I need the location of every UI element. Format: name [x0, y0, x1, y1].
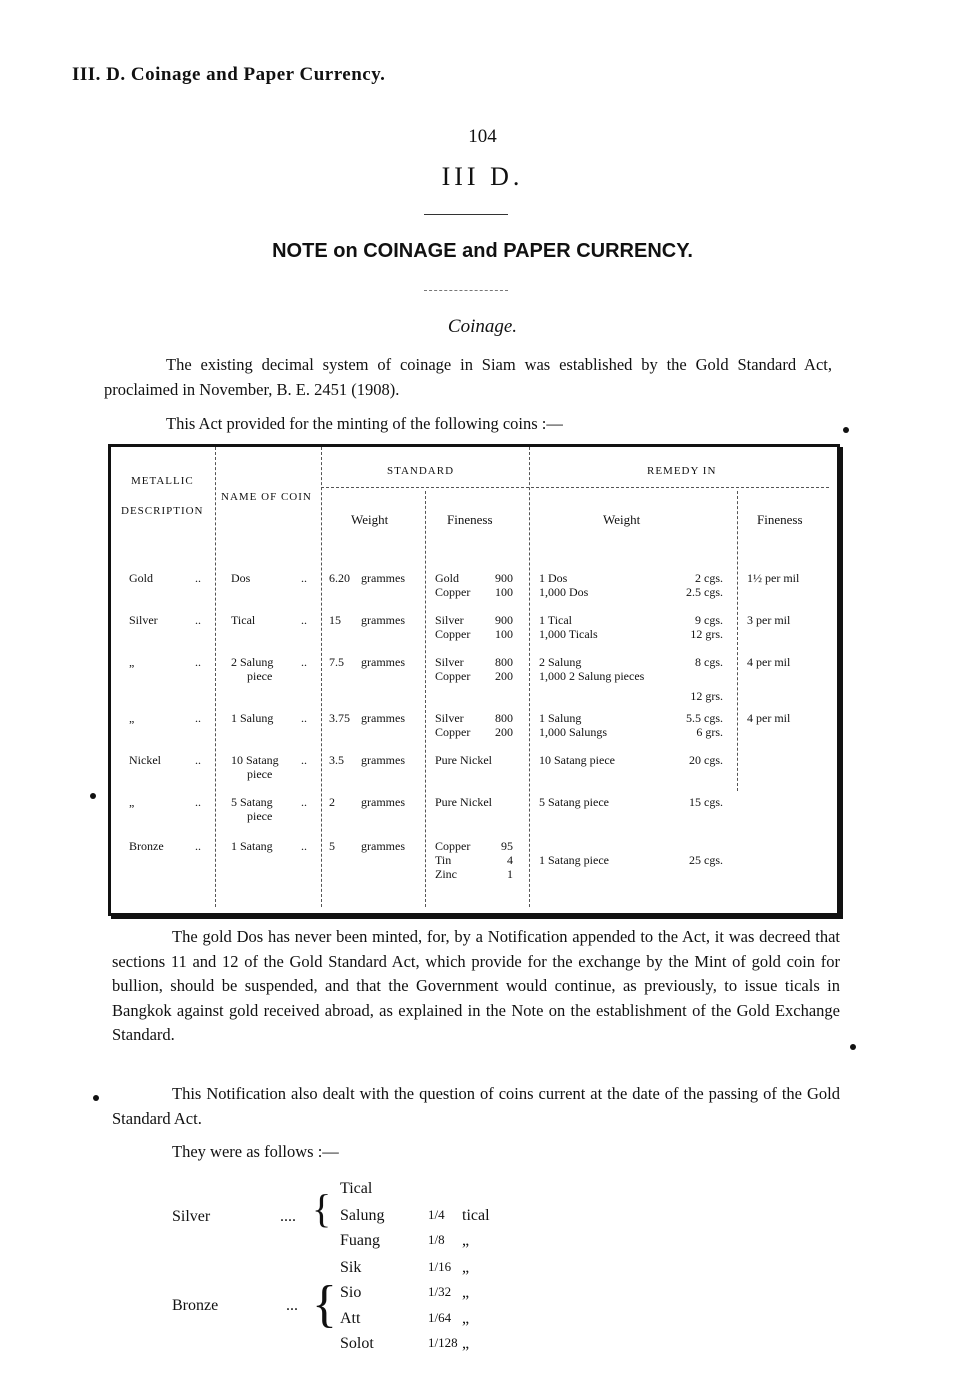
- header-description: DESCRIPTION: [121, 505, 204, 517]
- cell-fineness-value: 95: [501, 839, 513, 853]
- cell-leader: ..: [301, 753, 307, 767]
- cell-remedy-weight: 12 grs.: [690, 627, 723, 641]
- cell-fineness-value: 800: [495, 655, 513, 669]
- silver-brace: {: [312, 1186, 332, 1231]
- cell-leader: ..: [195, 753, 201, 767]
- cell-remedy-fineness: 4 per mil: [747, 655, 791, 669]
- cell-weight: 6.20: [329, 571, 350, 585]
- header-name-of-coin: NAME OF COIN: [221, 491, 312, 503]
- cell-weight: 15: [329, 613, 341, 627]
- cell-coin-name: 5 Satang: [231, 795, 273, 809]
- column-rule: [529, 447, 530, 907]
- cell-leader: ..: [301, 711, 307, 725]
- coin-name: Solot: [340, 1335, 374, 1352]
- coin-value: 1/16: [428, 1259, 452, 1274]
- cell-weight-unit: grammes: [361, 839, 405, 853]
- cell-remedy-fineness: 4 per mil: [747, 711, 791, 725]
- cell-weight: 3.5: [329, 753, 344, 767]
- cell-remedy-weight: 2.5 cgs.: [686, 585, 723, 599]
- cell-remedy-weight: 15 cgs.: [689, 795, 723, 809]
- cell-metal: „: [129, 655, 135, 669]
- cell-metal: „: [129, 711, 135, 725]
- cell-remedy-coin: 1,000 2 Salung pieces: [539, 669, 645, 683]
- cell-fineness-value: 100: [495, 585, 513, 599]
- cell-fineness-value: 4: [507, 853, 513, 867]
- cell-fineness-metal: Silver: [435, 613, 464, 627]
- column-rule: [215, 447, 216, 907]
- cell-leader: ..: [301, 839, 307, 853]
- cell-metal: Nickel: [129, 753, 161, 767]
- coin-value: 1/32: [428, 1284, 452, 1299]
- cell-leader: ..: [301, 571, 307, 585]
- cell-coin-name: 10 Satang: [231, 753, 279, 767]
- cell-remedy-fineness: 1½ per mil: [747, 571, 800, 585]
- cell-metal: Gold: [129, 571, 153, 585]
- coin-name: Salung: [340, 1207, 385, 1224]
- cell-fineness-metal: Copper: [435, 669, 471, 683]
- cell-fineness-metal: Copper: [435, 585, 471, 599]
- coin-unit: „: [462, 1232, 470, 1249]
- cell-weight-unit: grammes: [361, 795, 405, 809]
- header-fineness: Fineness: [447, 512, 493, 527]
- column-rule: [737, 491, 738, 791]
- cell-fineness-metal: Tin: [435, 853, 452, 867]
- coin-unit: „: [462, 1310, 470, 1327]
- label-silver: Silver: [172, 1208, 211, 1225]
- cell-remedy-weight: 5.5 cgs.: [686, 711, 723, 725]
- cell-fineness-metal: Gold: [435, 571, 459, 585]
- cell-leader: ..: [195, 795, 201, 809]
- cell-leader: ..: [195, 839, 201, 853]
- column-rule: [321, 447, 322, 907]
- cell-remedy-weight: 20 cgs.: [689, 753, 723, 767]
- cell-fineness-metal: Pure Nickel: [435, 753, 492, 767]
- cell-remedy-weight: 8 cgs.: [695, 655, 723, 669]
- coin-unit: „: [462, 1259, 470, 1276]
- cell-fineness-metal: Silver: [435, 711, 464, 725]
- speck: [843, 427, 849, 433]
- cell-remedy-coin: 1 Salung: [539, 711, 582, 725]
- paragraph-intro: The existing decimal system of coinage in Siam was established by the Gold Standard Act, proclaimed in November, B. E. 2451 (1908).: [104, 355, 832, 399]
- cell-fineness-metal: Pure Nickel: [435, 795, 492, 809]
- cell-fineness-metal: Copper: [435, 627, 471, 641]
- cell-fineness-value: 200: [495, 725, 513, 739]
- coin-value: 1/128: [428, 1335, 458, 1350]
- cell-remedy-weight: 9 cgs.: [695, 613, 723, 627]
- divider: [424, 214, 508, 215]
- cell-coin-name: 2 Salung: [231, 655, 274, 669]
- cell-coin-name: 1 Satang: [231, 839, 273, 853]
- coin-name: Sik: [340, 1259, 362, 1276]
- cell-leader: ..: [301, 655, 307, 669]
- cell-weight: 5: [329, 839, 335, 853]
- cell-weight-unit: grammes: [361, 571, 405, 585]
- running-header: III. D. Coinage and Paper Currency.: [72, 64, 386, 85]
- cell-weight: 3.75: [329, 711, 350, 725]
- document-title: NOTE on COINAGE and PAPER CURRENCY.: [272, 240, 693, 262]
- cell-remedy-coin: 2 Salung: [539, 655, 582, 669]
- cell-weight: 7.5: [329, 655, 344, 669]
- coin-name: Tical: [340, 1180, 373, 1197]
- cell-remedy-coin: 1 Satang piece: [539, 853, 609, 867]
- cell-leader: ..: [195, 613, 201, 627]
- cell-weight-unit: grammes: [361, 613, 405, 627]
- bronze-brace: {: [312, 1276, 337, 1333]
- cell-metal: Bronze: [129, 839, 164, 853]
- paragraph-follows: They were as follows :—: [172, 1142, 339, 1161]
- cell-fineness-value: 1: [507, 867, 513, 881]
- cell-leader: ..: [195, 711, 201, 725]
- cell-fineness-metal: Silver: [435, 655, 464, 669]
- cell-remedy-fineness: 3 per mil: [747, 613, 791, 627]
- speck: [93, 1095, 99, 1101]
- cell-remedy-coin: 1,000 Ticals: [539, 627, 598, 641]
- coin-unit: „: [462, 1335, 470, 1352]
- cell-remedy-weight: 12 grs.: [690, 689, 723, 703]
- header-rule: [321, 487, 829, 488]
- cell-fineness-metal: Copper: [435, 725, 471, 739]
- cell-weight-unit: grammes: [361, 711, 405, 725]
- coin-name: Fuang: [340, 1232, 380, 1249]
- page-number: 104: [468, 126, 497, 147]
- cell-remedy-coin: 1 Dos: [539, 571, 568, 585]
- cell-fineness-value: 900: [495, 613, 513, 627]
- paragraph-notification: This Notification also dealt with the question of coins current at the date of the passing of the Gold Standard Act.: [112, 1084, 840, 1128]
- section-label: III D.: [441, 162, 524, 191]
- label-bronze: Bronze: [172, 1297, 219, 1314]
- coin-unit: tical: [462, 1207, 490, 1224]
- column-rule: [425, 491, 426, 907]
- paragraph-gold-dos: The gold Dos has never been minted, for, by a Notification appended to the Act, it was decreed that sections 11 and 12 of the Gold Standard Act, which provide for the exchange by the Mint of gold coin for bullion, should be suspended, and that the Government would continue, as previously, to issue ticals in Bangkok against gold received abroad, as explained in the Note on the establishment of the Gold Exchange Standard.: [112, 927, 840, 1044]
- cell-fineness-value: 800: [495, 711, 513, 725]
- coinage-table: [108, 444, 840, 916]
- cell-coin-name-line2: piece: [247, 767, 273, 781]
- cell-leader: ..: [195, 571, 201, 585]
- cell-remedy-weight: 6 grs.: [696, 725, 723, 739]
- cell-coin-name: Dos: [231, 571, 251, 585]
- coin-value: 1/8: [428, 1232, 445, 1247]
- speck: [90, 793, 96, 799]
- header-remedy-in: REMEDY IN: [647, 465, 717, 477]
- cell-coin-name: 1 Salung: [231, 711, 274, 725]
- cell-fineness-value: 900: [495, 571, 513, 585]
- coin-name: Att: [340, 1310, 361, 1327]
- cell-remedy-coin: 1,000 Dos: [539, 585, 589, 599]
- coin-name: Sio: [340, 1284, 362, 1301]
- cell-metal: „: [129, 795, 135, 809]
- cell-remedy-coin: 1 Tical: [539, 613, 573, 627]
- paragraph-act: This Act provided for the minting of the following coins :—: [166, 414, 563, 433]
- cell-fineness-metal: Copper: [435, 839, 471, 853]
- header-remedy-weight: Weight: [603, 512, 641, 527]
- cell-fineness-metal: Zinc: [435, 867, 457, 881]
- cell-remedy-weight: 25 cgs.: [689, 853, 723, 867]
- leader-dots: ...: [286, 1297, 298, 1314]
- leader-dots: ....: [280, 1208, 296, 1225]
- cell-leader: ..: [195, 655, 201, 669]
- cell-metal: Silver: [129, 613, 158, 627]
- subheading: Coinage.: [447, 316, 518, 337]
- cell-remedy-weight: 2 cgs.: [695, 571, 723, 585]
- header-metallic: METALLIC: [131, 475, 194, 487]
- cell-remedy-coin: 5 Satang piece: [539, 795, 609, 809]
- cell-remedy-coin: 10 Satang piece: [539, 753, 615, 767]
- cell-leader: ..: [301, 613, 307, 627]
- cell-coin-name-line2: piece: [247, 809, 273, 823]
- header-standard: STANDARD: [387, 465, 455, 477]
- coin-unit: „: [462, 1284, 470, 1301]
- cell-leader: ..: [301, 795, 307, 809]
- cell-coin-name: Tical: [231, 613, 256, 627]
- cell-fineness-value: 200: [495, 669, 513, 683]
- cell-weight: 2: [329, 795, 335, 809]
- divider: [424, 290, 508, 291]
- header-remedy-fineness: Fineness: [757, 512, 803, 527]
- cell-coin-name-line2: piece: [247, 669, 273, 683]
- coin-value: 1/64: [428, 1310, 452, 1325]
- coin-value: 1/4: [428, 1207, 445, 1222]
- cell-weight-unit: grammes: [361, 753, 405, 767]
- speck: [850, 1044, 856, 1050]
- cell-fineness-value: 100: [495, 627, 513, 641]
- cell-weight-unit: grammes: [361, 655, 405, 669]
- cell-remedy-coin: 1,000 Salungs: [539, 725, 608, 739]
- header-weight: Weight: [351, 512, 389, 527]
